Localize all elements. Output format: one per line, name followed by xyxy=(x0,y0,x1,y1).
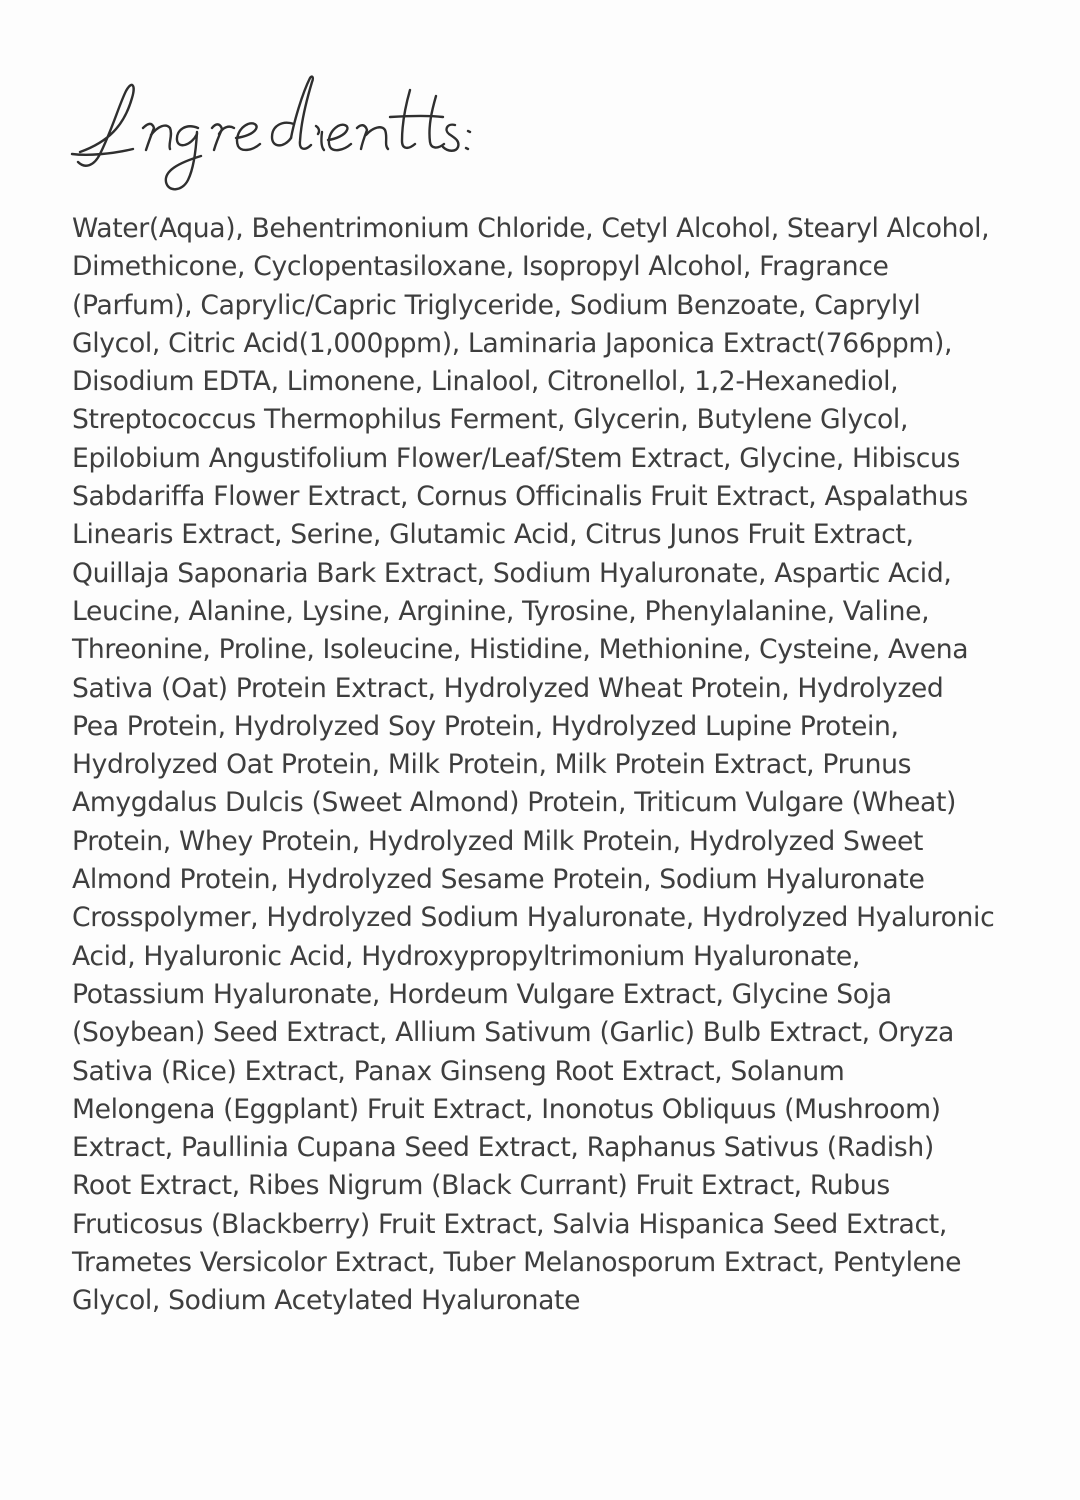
ingredient-line-12: Threonine, Proline, Isoleucine, Histidine, Methionine, Cysteine, Avena xyxy=(72,634,969,666)
ingredient-line-9: Linearis Extract, Serine, Glutamic Acid, Citrus Junos Fruit Extract, xyxy=(72,519,914,551)
ingredient-line-4: Glycol, Citric Acid(1,000ppm), Laminaria Japonica Extract(766ppm), xyxy=(72,327,953,359)
ingredient-line-24: Melongena (Eggplant) Fruit Extract, Inonotus Obliquus (Mushroom) xyxy=(72,1093,941,1125)
ingredient-line-28: Trametes Versicolor Extract, Tuber Melanosporum Extract, Pentylene xyxy=(72,1247,962,1279)
ingredient-line-13: Sativa (Oat) Protein Extract, Hydrolyzed Wheat Protein, Hydrolyzed xyxy=(72,672,944,704)
ingredient-line-19: Crosspolymer, Hydrolyzed Sodium Hyaluronate, Hydrolyzed Hyaluronic xyxy=(72,902,995,934)
ingredient-line-5: Disodium EDTA, Limonene, Linalool, Citronellol, 1,2-Hexanediol, xyxy=(72,366,899,398)
ingredient-line-27: Fruticosus (Blackberry) Fruit Extract, Salvia Hispanica Seed Extract, xyxy=(72,1208,947,1240)
ingredient-line-25: Extract, Paullinia Cupana Seed Extract, Raphanus Sativus (Radish) xyxy=(72,1132,934,1164)
ingredient-line-3: (Parfum), Caprylic/Capric Triglyceride, Sodium Benzoate, Caprylyl xyxy=(72,289,921,321)
ingredients-list xyxy=(72,210,1032,1321)
ingredient-line-10: Quillaja Saponaria Bark Extract, Sodium Hyaluronate, Aspartic Acid, xyxy=(72,557,952,589)
ingredients-heading-script xyxy=(70,68,530,198)
ingredient-line-18: Almond Protein, Hydrolyzed Sesame Protein, Sodium Hyaluronate xyxy=(72,864,925,896)
ingredient-line-23: Sativa (Rice) Extract, Panax Ginseng Root Extract, Solanum xyxy=(72,1055,845,1087)
ingredient-line-8: Sabdariffa Flower Extract, Cornus Officinalis Fruit Extract, Aspalathus xyxy=(72,481,968,513)
ingredient-line-17: Protein, Whey Protein, Hydrolyzed Milk Protein, Hydrolyzed Sweet xyxy=(72,825,924,857)
ingredient-line-29: Glycol, Sodium Acetylated Hyaluronate xyxy=(72,1285,581,1317)
ingredient-line-14: Pea Protein, Hydrolyzed Soy Protein, Hydrolyzed Lupine Protein, xyxy=(72,710,899,742)
ingredient-line-26: Root Extract, Ribes Nigrum (Black Currant) Fruit Extract, Rubus xyxy=(72,1170,890,1202)
ingredient-line-15: Hydrolyzed Oat Protein, Milk Protein, Milk Protein Extract, Prunus xyxy=(72,749,912,781)
ingredient-line-6: Streptococcus Thermophilus Ferment, Glycerin, Butylene Glycol, xyxy=(72,404,909,436)
ingredient-line-7: Epilobium Angustifolium Flower/Leaf/Stem Extract, Glycine, Hibiscus xyxy=(72,442,961,474)
ingredient-line-1: Water(Aqua), Behentrimonium Chloride, Cetyl Alcohol, Stearyl Alcohol, xyxy=(72,213,990,244)
ingredient-line-16: Amygdalus Dulcis (Sweet Almond) Protein, Triticum Vulgare (Wheat) xyxy=(72,787,957,819)
ingredient-line-20: Acid, Hyaluronic Acid, Hydroxypropyltrimonium Hyaluronate, xyxy=(72,940,861,972)
ingredients-heading xyxy=(70,68,530,198)
ingredient-line-11: Leucine, Alanine, Lysine, Arginine, Tyrosine, Phenylalanine, Valine, xyxy=(72,595,930,627)
ingredient-line-22: (Soybean) Seed Extract, Allium Sativum (Garlic) Bulb Extract, Oryza xyxy=(72,1017,954,1049)
ingredient-line-2: Dimethicone, Cyclopentasiloxane, Isopropyl Alcohol, Fragrance xyxy=(72,251,889,283)
ingredients-heading-title xyxy=(70,198,71,199)
ingredient-line-21: Potassium Hyaluronate, Hordeum Vulgare Extract, Glycine Soja xyxy=(72,978,892,1010)
